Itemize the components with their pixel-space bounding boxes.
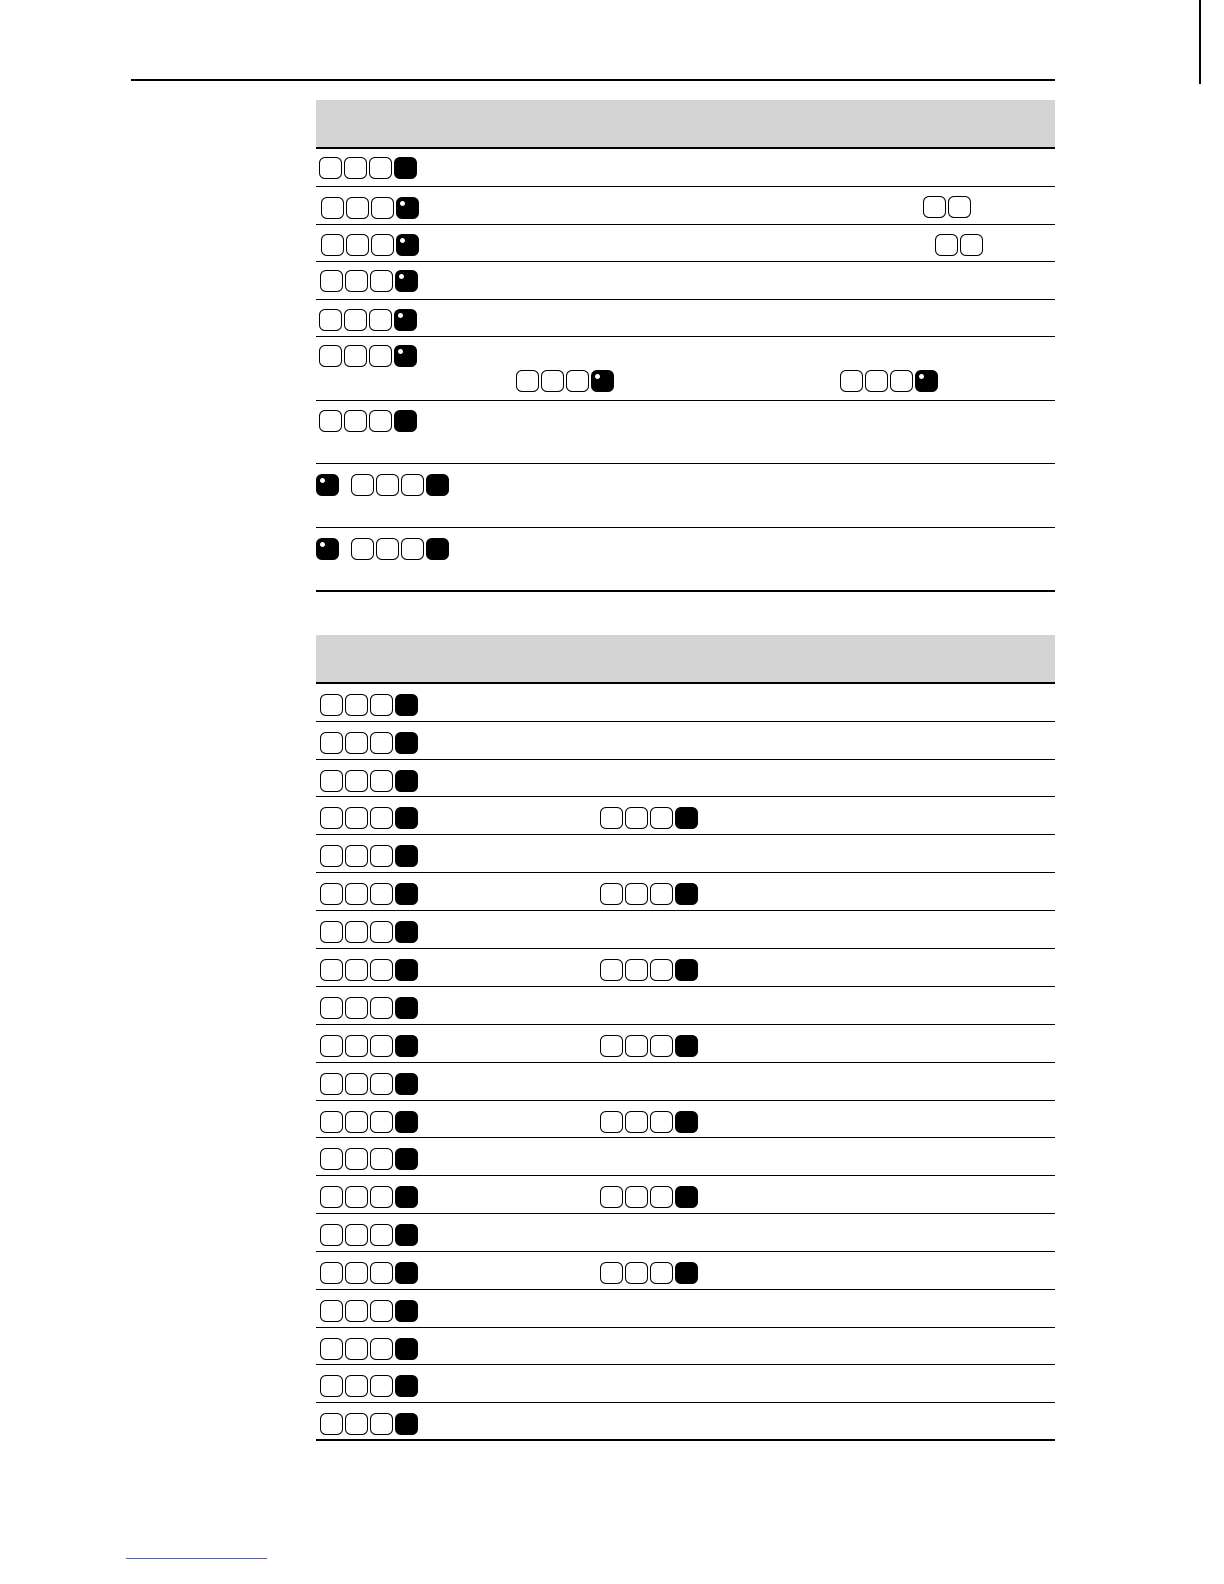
light-key-icon xyxy=(370,1224,393,1246)
dark-key-icon xyxy=(395,997,418,1019)
dark-key-icon xyxy=(675,883,698,905)
light-key-icon xyxy=(344,410,367,432)
dark-key-icon xyxy=(395,694,418,716)
light-key-icon xyxy=(319,345,342,367)
key-icon-group xyxy=(320,270,418,292)
light-key-icon xyxy=(345,1413,368,1435)
dark-key-icon xyxy=(394,410,417,432)
light-key-icon xyxy=(401,538,424,560)
light-key-icon xyxy=(650,959,673,981)
light-key-icon xyxy=(370,1035,393,1057)
light-key-icon xyxy=(948,196,971,218)
light-key-icon xyxy=(320,1338,343,1360)
light-key-icon xyxy=(600,1035,623,1057)
light-key-icon xyxy=(370,270,393,292)
light-key-icon xyxy=(351,538,374,560)
light-key-icon xyxy=(369,157,392,179)
key-icon-group xyxy=(321,197,419,219)
light-key-icon xyxy=(600,1111,623,1133)
key-icon-group xyxy=(320,921,418,943)
key-icon-group xyxy=(320,807,418,829)
light-key-icon xyxy=(345,270,368,292)
dark-key-icon xyxy=(675,1035,698,1057)
light-key-icon xyxy=(320,1073,343,1095)
light-key-icon xyxy=(625,1262,648,1284)
key-icon-group xyxy=(316,538,449,560)
light-key-icon xyxy=(320,921,343,943)
light-key-icon xyxy=(345,807,368,829)
dark-key-icon xyxy=(395,921,418,943)
table-row xyxy=(316,949,1055,987)
light-key-icon xyxy=(370,883,393,905)
light-key-icon xyxy=(370,997,393,1019)
dark-key-icon xyxy=(395,1035,418,1057)
key-icon-group xyxy=(319,345,417,367)
table-row xyxy=(316,987,1055,1025)
light-key-icon xyxy=(840,370,863,392)
dark-key-icon xyxy=(395,1375,418,1397)
light-key-icon xyxy=(320,959,343,981)
light-key-icon xyxy=(650,1035,673,1057)
table-row xyxy=(316,337,1055,401)
light-key-icon xyxy=(370,1300,393,1322)
table-row xyxy=(316,1403,1055,1441)
table-row xyxy=(316,464,1055,528)
dark-key-icon xyxy=(395,1413,418,1435)
dark-key-icon xyxy=(395,1111,418,1133)
light-key-icon xyxy=(320,997,343,1019)
right-margin-rule xyxy=(1199,0,1201,84)
light-key-icon xyxy=(345,1148,368,1170)
key-icon-group xyxy=(319,309,417,331)
light-key-icon xyxy=(345,1375,368,1397)
dark-key-icon xyxy=(675,807,698,829)
dark-key-icon xyxy=(395,270,418,292)
light-key-icon xyxy=(345,770,368,792)
light-key-icon xyxy=(650,883,673,905)
dark-key-icon xyxy=(395,1186,418,1208)
light-key-icon xyxy=(320,1148,343,1170)
dark-key-icon xyxy=(394,309,417,331)
light-key-icon xyxy=(346,234,369,256)
key-icon-group xyxy=(320,1073,418,1095)
table-row xyxy=(316,873,1055,911)
light-key-icon xyxy=(370,1413,393,1435)
key-icon-group xyxy=(600,1111,698,1133)
light-key-icon xyxy=(370,807,393,829)
light-key-icon xyxy=(320,1300,343,1322)
table-body xyxy=(316,149,1055,592)
light-key-icon xyxy=(625,1186,648,1208)
light-key-icon xyxy=(344,345,367,367)
key-icon-group xyxy=(320,732,418,754)
light-key-icon xyxy=(370,732,393,754)
key-icon-group xyxy=(319,410,417,432)
table-row xyxy=(316,722,1055,760)
light-key-icon xyxy=(321,234,344,256)
light-key-icon xyxy=(320,845,343,867)
dark-key-icon xyxy=(426,538,449,560)
light-key-icon xyxy=(320,1186,343,1208)
table-row xyxy=(316,1365,1055,1403)
light-key-icon xyxy=(650,1111,673,1133)
light-key-icon xyxy=(369,345,392,367)
dark-key-icon xyxy=(395,959,418,981)
table-row xyxy=(316,262,1055,300)
light-key-icon xyxy=(344,309,367,331)
light-key-icon xyxy=(370,1186,393,1208)
light-key-icon xyxy=(935,234,958,256)
key-icon-group xyxy=(320,770,418,792)
table-header xyxy=(316,635,1055,684)
key-icon-group xyxy=(600,1262,698,1284)
dark-key-icon xyxy=(395,1262,418,1284)
light-key-icon xyxy=(370,1073,393,1095)
light-key-icon xyxy=(371,234,394,256)
key-icon-group xyxy=(320,1186,418,1208)
light-key-icon xyxy=(370,921,393,943)
light-key-icon xyxy=(345,883,368,905)
light-key-icon xyxy=(516,370,539,392)
light-key-icon xyxy=(345,694,368,716)
key-icon-group xyxy=(320,1338,418,1360)
dark-key-icon xyxy=(915,370,938,392)
table-row xyxy=(316,1176,1055,1214)
dark-key-icon xyxy=(396,234,419,256)
table-row xyxy=(316,1214,1055,1252)
light-key-icon xyxy=(625,1035,648,1057)
table-row xyxy=(316,760,1055,797)
table-row xyxy=(316,911,1055,949)
dark-key-icon xyxy=(675,1262,698,1284)
light-key-icon xyxy=(319,309,342,331)
table-row xyxy=(316,1290,1055,1328)
light-key-icon xyxy=(369,410,392,432)
light-key-icon xyxy=(345,1338,368,1360)
dark-key-icon xyxy=(395,1148,418,1170)
dark-key-icon xyxy=(675,1186,698,1208)
light-key-icon xyxy=(345,1111,368,1133)
light-key-icon xyxy=(541,370,564,392)
key-icon-group xyxy=(320,1224,418,1246)
dark-key-icon xyxy=(316,474,339,496)
light-key-icon xyxy=(319,410,342,432)
light-key-icon xyxy=(600,1262,623,1284)
light-key-icon xyxy=(344,157,367,179)
light-key-icon xyxy=(960,234,983,256)
table-row xyxy=(316,1252,1055,1290)
light-key-icon xyxy=(320,1035,343,1057)
table-row xyxy=(316,1025,1055,1063)
link-underline xyxy=(126,1558,267,1559)
dark-key-icon xyxy=(394,345,417,367)
dark-key-icon xyxy=(675,959,698,981)
key-icon-group xyxy=(320,1262,418,1284)
light-key-icon xyxy=(370,1148,393,1170)
light-key-icon xyxy=(625,883,648,905)
table-row xyxy=(316,187,1055,225)
table-row xyxy=(316,401,1055,464)
light-key-icon xyxy=(351,474,374,496)
key-icon-group xyxy=(320,1035,418,1057)
light-key-icon xyxy=(345,845,368,867)
light-key-icon xyxy=(923,196,946,218)
key-icon-group xyxy=(320,1148,418,1170)
light-key-icon xyxy=(370,1111,393,1133)
key-icon-group xyxy=(600,807,698,829)
key-icon-group xyxy=(319,157,417,179)
light-key-icon xyxy=(625,959,648,981)
light-key-icon xyxy=(345,1300,368,1322)
key-icon-group xyxy=(935,234,983,256)
light-key-icon xyxy=(345,1073,368,1095)
dark-key-icon xyxy=(395,1300,418,1322)
table-row xyxy=(316,835,1055,873)
light-key-icon xyxy=(320,1375,343,1397)
dark-key-icon xyxy=(591,370,614,392)
key-icon-group xyxy=(923,196,971,218)
key-icon-group xyxy=(321,234,419,256)
light-key-icon xyxy=(369,309,392,331)
light-key-icon xyxy=(345,1035,368,1057)
light-key-icon xyxy=(600,959,623,981)
light-key-icon xyxy=(600,807,623,829)
light-key-icon xyxy=(650,807,673,829)
key-icon-group xyxy=(320,959,418,981)
key-icon-group xyxy=(320,1375,418,1397)
light-key-icon xyxy=(370,770,393,792)
light-key-icon xyxy=(650,1186,673,1208)
dark-key-icon xyxy=(396,197,419,219)
light-key-icon xyxy=(376,474,399,496)
light-key-icon xyxy=(345,1186,368,1208)
light-key-icon xyxy=(370,1262,393,1284)
table-row xyxy=(316,797,1055,835)
top-rule xyxy=(131,79,1055,81)
light-key-icon xyxy=(600,883,623,905)
dark-key-icon xyxy=(316,538,339,560)
key-icon-group xyxy=(600,883,698,905)
dark-key-icon xyxy=(395,883,418,905)
table-body xyxy=(316,684,1055,1441)
table-row xyxy=(316,1328,1055,1365)
light-key-icon xyxy=(371,197,394,219)
dark-key-icon xyxy=(426,474,449,496)
table-row xyxy=(316,149,1055,187)
dark-key-icon xyxy=(395,1224,418,1246)
key-icon-group xyxy=(600,1035,698,1057)
table-header xyxy=(316,100,1055,149)
light-key-icon xyxy=(370,1338,393,1360)
light-key-icon xyxy=(320,883,343,905)
light-key-icon xyxy=(345,732,368,754)
light-key-icon xyxy=(370,1375,393,1397)
light-key-icon xyxy=(370,694,393,716)
key-icon-group xyxy=(320,1111,418,1133)
light-key-icon xyxy=(320,694,343,716)
light-key-icon xyxy=(320,770,343,792)
light-key-icon xyxy=(320,1262,343,1284)
key-icon-group xyxy=(840,370,938,392)
light-key-icon xyxy=(320,807,343,829)
key-icon-group xyxy=(320,1413,418,1435)
dark-key-icon xyxy=(395,1338,418,1360)
light-key-icon xyxy=(370,845,393,867)
dark-key-icon xyxy=(675,1111,698,1133)
key-icon-group xyxy=(316,474,449,496)
light-key-icon xyxy=(345,921,368,943)
light-key-icon xyxy=(345,959,368,981)
key-table-1 xyxy=(316,100,1055,592)
light-key-icon xyxy=(376,538,399,560)
light-key-icon xyxy=(320,1224,343,1246)
light-key-icon xyxy=(320,732,343,754)
light-key-icon xyxy=(890,370,913,392)
light-key-icon xyxy=(566,370,589,392)
dark-key-icon xyxy=(395,1073,418,1095)
table-row xyxy=(316,1138,1055,1176)
light-key-icon xyxy=(865,370,888,392)
key-icon-group xyxy=(320,997,418,1019)
light-key-icon xyxy=(346,197,369,219)
table-row xyxy=(316,1101,1055,1138)
light-key-icon xyxy=(320,1111,343,1133)
dark-key-icon xyxy=(395,732,418,754)
light-key-icon xyxy=(320,1413,343,1435)
key-icon-group xyxy=(320,1300,418,1322)
dark-key-icon xyxy=(395,807,418,829)
light-key-icon xyxy=(370,959,393,981)
table-row xyxy=(316,528,1055,592)
key-icon-group xyxy=(516,370,614,392)
table-row xyxy=(316,684,1055,722)
light-key-icon xyxy=(319,157,342,179)
key-icon-group xyxy=(320,845,418,867)
table-row xyxy=(316,300,1055,337)
key-icon-group xyxy=(320,883,418,905)
key-table-2 xyxy=(316,635,1055,1441)
light-key-icon xyxy=(321,197,344,219)
light-key-icon xyxy=(320,270,343,292)
light-key-icon xyxy=(401,474,424,496)
light-key-icon xyxy=(345,1262,368,1284)
light-key-icon xyxy=(345,1224,368,1246)
key-icon-group xyxy=(320,694,418,716)
light-key-icon xyxy=(600,1186,623,1208)
dark-key-icon xyxy=(395,845,418,867)
table-row xyxy=(316,1063,1055,1101)
light-key-icon xyxy=(345,997,368,1019)
light-key-icon xyxy=(625,1111,648,1133)
table-row xyxy=(316,225,1055,262)
light-key-icon xyxy=(625,807,648,829)
dark-key-icon xyxy=(395,770,418,792)
light-key-icon xyxy=(650,1262,673,1284)
dark-key-icon xyxy=(394,157,417,179)
key-icon-group xyxy=(600,1186,698,1208)
key-icon-group xyxy=(600,959,698,981)
